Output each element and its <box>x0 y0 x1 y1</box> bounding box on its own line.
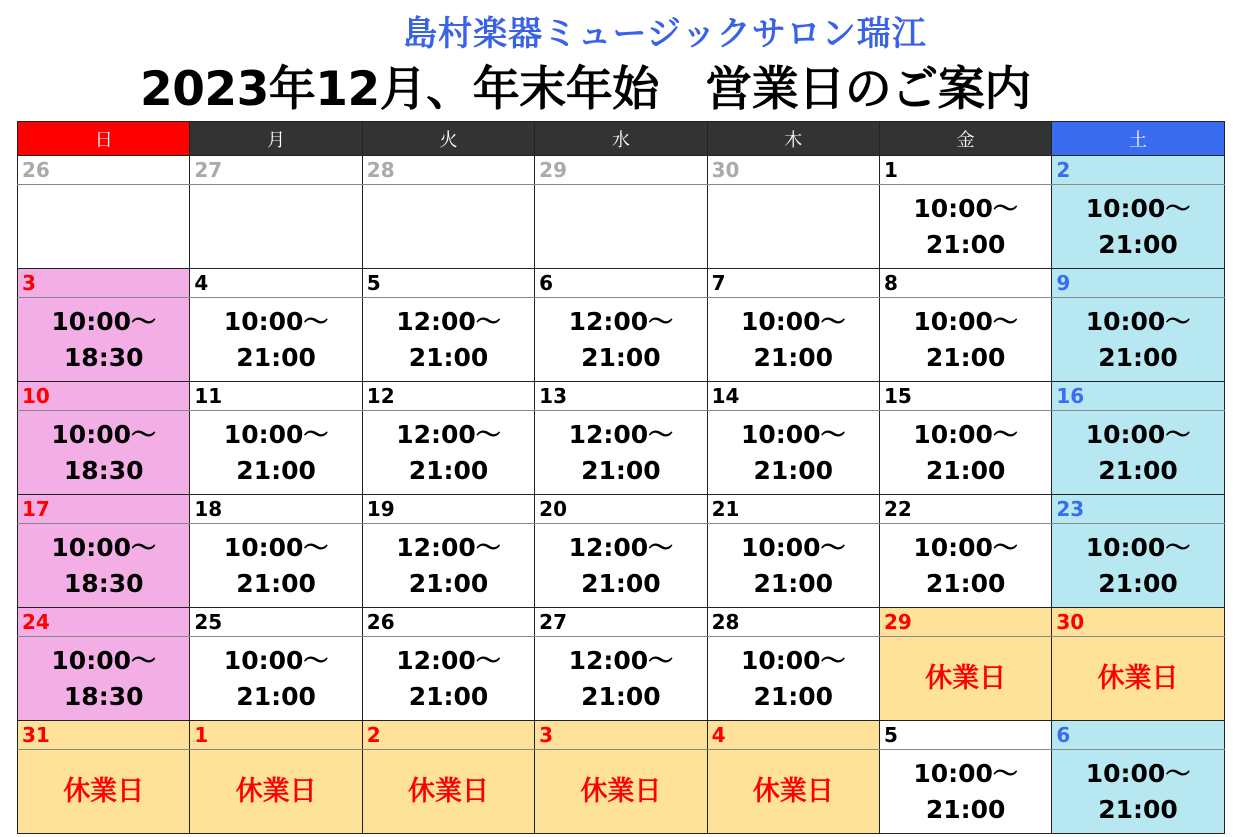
day-number: 12 <box>362 382 534 411</box>
business-hours <box>707 298 879 382</box>
store-name: 島村楽器ミュージックサロン瑞江 <box>403 14 927 54</box>
opening-time: 12:00～ <box>568 532 674 562</box>
closing-time: 21:00 <box>236 681 316 711</box>
closing-time: 21:00 <box>236 342 316 372</box>
business-hours <box>190 298 362 382</box>
week-4-date-row <box>18 495 1225 524</box>
business-hours <box>190 524 362 608</box>
business-hours <box>18 411 190 495</box>
opening-time: 12:00～ <box>396 645 501 675</box>
closed-label: 休業日 <box>362 750 534 834</box>
closing-time: 21:00 <box>408 342 489 372</box>
day-number: 8 <box>879 269 1051 298</box>
closing-time: 21:00 <box>925 342 1006 372</box>
closing-time: 21:00 <box>581 681 661 711</box>
opening-time: 12:00～ <box>568 645 674 675</box>
day-number: 28 <box>707 608 879 637</box>
opening-time: 10:00～ <box>223 532 329 562</box>
business-hours <box>362 298 534 382</box>
opening-time: 10:00～ <box>1085 419 1191 449</box>
day-number: 27 <box>190 156 362 185</box>
weekday-header-thu: 木 <box>707 122 879 156</box>
business-calendar <box>17 121 1225 834</box>
weekday-header-wed: 水 <box>535 122 707 156</box>
weekday-header-fri: 金 <box>879 122 1051 156</box>
closed-label: 休業日 <box>879 637 1051 721</box>
day-number: 24 <box>18 608 190 637</box>
day-number: 1 <box>879 156 1051 185</box>
empty-day-cell <box>362 185 534 269</box>
closing-time: 21:00 <box>1098 229 1178 259</box>
closing-time: 21:00 <box>753 568 834 598</box>
day-number: 30 <box>707 156 879 185</box>
closing-time: 21:00 <box>925 568 1006 598</box>
day-number: 4 <box>707 721 879 750</box>
opening-time: 10:00～ <box>1085 306 1191 336</box>
closing-time: 21:00 <box>236 568 316 598</box>
week-2-date-row <box>18 269 1225 298</box>
opening-time: 10:00～ <box>223 306 329 336</box>
closing-time: 21:00 <box>408 681 489 711</box>
closing-time: 18:30 <box>63 681 144 711</box>
opening-time: 10:00～ <box>223 419 329 449</box>
opening-time: 10:00～ <box>913 193 1018 223</box>
empty-day-cell <box>535 185 707 269</box>
week-3-date-row <box>18 382 1225 411</box>
day-number: 2 <box>362 721 534 750</box>
opening-time: 10:00～ <box>913 419 1018 449</box>
business-hours <box>1052 411 1224 495</box>
business-hours <box>535 411 707 495</box>
week-4-hours-row <box>18 524 1225 608</box>
day-number: 30 <box>1052 608 1224 637</box>
business-hours <box>707 637 879 721</box>
opening-time: 10:00～ <box>740 419 846 449</box>
week-3-hours-row <box>18 411 1225 495</box>
day-number: 21 <box>707 495 879 524</box>
opening-time: 10:00～ <box>51 419 156 449</box>
closing-time: 21:00 <box>408 568 489 598</box>
business-hours <box>879 185 1051 269</box>
week-6-date-row <box>18 721 1225 750</box>
day-number: 31 <box>18 721 190 750</box>
business-hours <box>362 524 534 608</box>
business-hours <box>879 411 1051 495</box>
day-number: 5 <box>362 269 534 298</box>
business-hours <box>879 298 1051 382</box>
closed-label: 休業日 <box>1052 637 1224 721</box>
day-number: 6 <box>1052 721 1224 750</box>
day-number: 19 <box>362 495 534 524</box>
day-number: 17 <box>18 495 190 524</box>
weekday-header-sat: 土 <box>1052 122 1224 156</box>
day-number: 10 <box>18 382 190 411</box>
closing-time: 21:00 <box>581 568 661 598</box>
day-number: 29 <box>879 608 1051 637</box>
day-number: 25 <box>190 608 362 637</box>
opening-time: 10:00～ <box>913 758 1018 788</box>
closing-time: 21:00 <box>1098 568 1178 598</box>
opening-time: 10:00～ <box>740 306 846 336</box>
business-hours <box>18 298 190 382</box>
opening-time: 10:00～ <box>1085 532 1191 562</box>
business-hours <box>707 524 879 608</box>
opening-time: 10:00～ <box>913 306 1018 336</box>
opening-time: 12:00～ <box>568 419 674 449</box>
closed-label: 休業日 <box>535 750 707 834</box>
closing-time: 21:00 <box>925 455 1006 485</box>
opening-time: 12:00～ <box>396 306 501 336</box>
day-number: 28 <box>362 156 534 185</box>
business-hours <box>535 637 707 721</box>
day-number: 18 <box>190 495 362 524</box>
day-number: 3 <box>535 721 707 750</box>
day-number: 23 <box>1052 495 1224 524</box>
closing-time: 21:00 <box>408 455 489 485</box>
weekday-header-row <box>18 122 1225 156</box>
week-6-hours-row <box>18 750 1225 834</box>
day-number: 26 <box>362 608 534 637</box>
day-number: 27 <box>535 608 707 637</box>
opening-time: 10:00～ <box>1085 758 1191 788</box>
closed-label: 休業日 <box>18 750 190 834</box>
business-hours <box>1052 524 1224 608</box>
day-number: 6 <box>535 269 707 298</box>
opening-time: 10:00～ <box>1085 193 1191 223</box>
day-number: 7 <box>707 269 879 298</box>
empty-day-cell <box>18 185 190 269</box>
weekday-header-sun: 日 <box>18 122 190 156</box>
business-hours <box>18 524 190 608</box>
day-number: 29 <box>535 156 707 185</box>
closed-label: 休業日 <box>190 750 362 834</box>
business-hours <box>1052 298 1224 382</box>
week-1-hours-row <box>18 185 1225 269</box>
day-number: 13 <box>535 382 707 411</box>
day-number: 5 <box>879 721 1051 750</box>
day-number: 1 <box>190 721 362 750</box>
closing-time: 21:00 <box>753 455 834 485</box>
closing-time: 21:00 <box>1098 794 1178 824</box>
opening-time: 10:00～ <box>913 532 1018 562</box>
closing-time: 21:00 <box>236 455 316 485</box>
business-hours <box>535 298 707 382</box>
opening-time: 10:00～ <box>223 645 329 675</box>
business-hours <box>707 411 879 495</box>
week-5-date-row <box>18 608 1225 637</box>
day-number: 26 <box>18 156 190 185</box>
page-title: 2023年12月、年末年始 営業日のご案内 <box>140 62 1031 117</box>
day-number: 4 <box>190 269 362 298</box>
opening-time: 10:00～ <box>740 645 846 675</box>
empty-day-cell <box>190 185 362 269</box>
closing-time: 18:30 <box>63 342 144 372</box>
closing-time: 21:00 <box>753 681 834 711</box>
business-hours <box>18 637 190 721</box>
closing-time: 18:30 <box>63 568 144 598</box>
business-hours <box>535 524 707 608</box>
opening-time: 12:00～ <box>396 419 501 449</box>
day-number: 11 <box>190 382 362 411</box>
day-number: 9 <box>1052 269 1224 298</box>
closing-time: 21:00 <box>925 229 1006 259</box>
business-hours <box>362 637 534 721</box>
closing-time: 21:00 <box>1098 342 1178 372</box>
opening-time: 12:00～ <box>568 306 674 336</box>
week-5-hours-row <box>18 637 1225 721</box>
day-number: 14 <box>707 382 879 411</box>
opening-time: 10:00～ <box>51 532 156 562</box>
day-number: 2 <box>1052 156 1224 185</box>
business-hours <box>1052 750 1224 834</box>
business-hours <box>190 411 362 495</box>
closing-time: 21:00 <box>581 342 661 372</box>
day-number: 3 <box>18 269 190 298</box>
opening-time: 10:00～ <box>51 645 156 675</box>
empty-day-cell <box>707 185 879 269</box>
weekday-header-tue: 火 <box>362 122 534 156</box>
closing-time: 18:30 <box>63 455 144 485</box>
closing-time: 21:00 <box>753 342 834 372</box>
week-2-hours-row <box>18 298 1225 382</box>
closing-time: 21:00 <box>581 455 661 485</box>
business-hours <box>190 637 362 721</box>
day-number: 20 <box>535 495 707 524</box>
weekday-header-mon: 月 <box>190 122 362 156</box>
day-number: 15 <box>879 382 1051 411</box>
closing-time: 21:00 <box>925 794 1006 824</box>
opening-time: 10:00～ <box>51 306 156 336</box>
day-number: 16 <box>1052 382 1224 411</box>
business-hours <box>362 411 534 495</box>
business-hours <box>879 524 1051 608</box>
opening-time: 12:00～ <box>396 532 501 562</box>
week-1-date-row <box>18 156 1225 185</box>
opening-time: 10:00～ <box>740 532 846 562</box>
business-hours <box>879 750 1051 834</box>
business-hours <box>1052 185 1224 269</box>
closed-label: 休業日 <box>707 750 879 834</box>
closing-time: 21:00 <box>1098 455 1178 485</box>
day-number: 22 <box>879 495 1051 524</box>
